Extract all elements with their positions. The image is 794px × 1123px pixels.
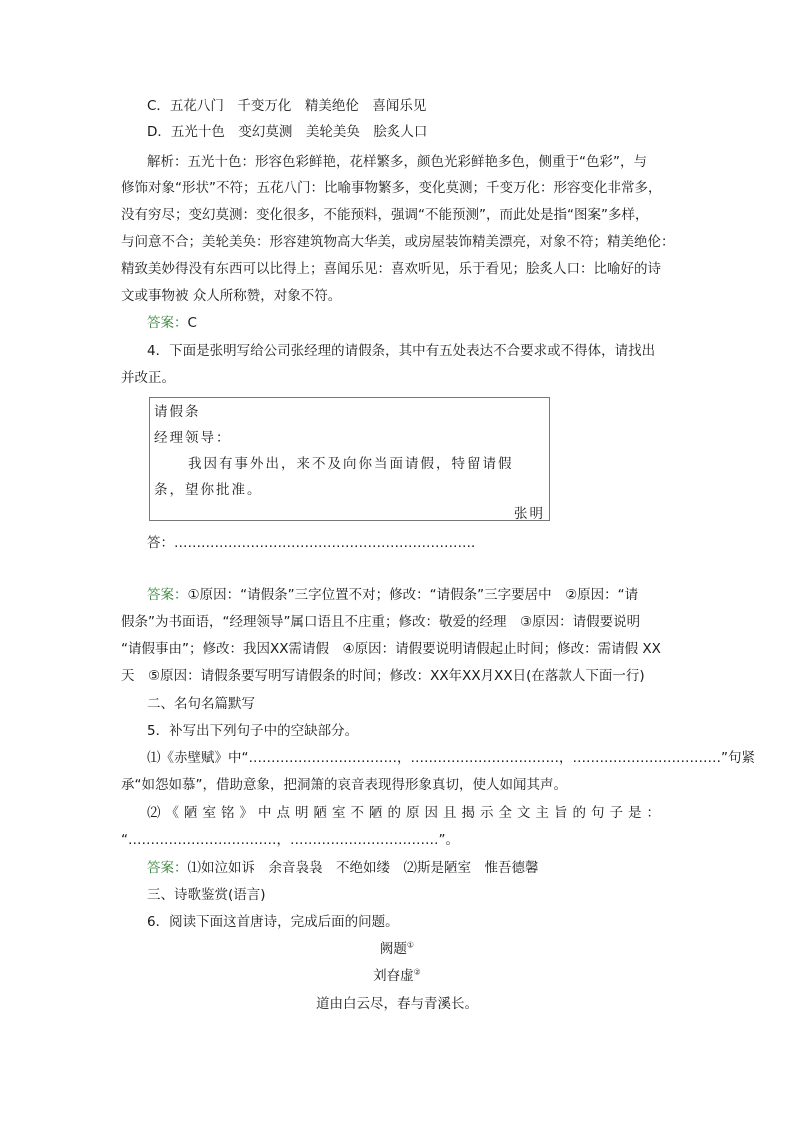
option-d: D．五光十色 变幻莫测 美轮美奂 脍炙人口 bbox=[147, 124, 428, 140]
q5-item-1-b: 承“如怨如慕”，借助意象，把洞箫的哀音表现得形象真切，使人如闻其声。 bbox=[121, 777, 567, 793]
q4-answer-text: ①原因：“请假条”三字位置不对；修改：“请假条”三字要居中 ②原因：“请 bbox=[187, 587, 639, 603]
poem-author-text: 刘昚虚 bbox=[373, 968, 414, 984]
section-3-heading: 三、诗歌鉴赏(语言) bbox=[147, 887, 266, 903]
q4-answer-line-4: 天 ⑤原因：请假条要写明写请假条的时间；修改：XX年XX月XX日(在落款人下面一行) bbox=[121, 668, 645, 684]
q4-answer-line-1 bbox=[147, 585, 638, 605]
analysis-line-4: 与问意不合；美轮美奂：形容建筑物高大华美，或房屋装饰精美漂亮，对象不符；精美绝伦： bbox=[121, 234, 675, 250]
analysis-line-3: 没有穷尽；变幻莫测：变化很多，不能预料，强调“不能预测”，而此处是指“图案”多样， bbox=[121, 207, 649, 223]
q5-answer-text: ⑴如泣如诉 余音袅袅 不绝如缕 ⑵斯是陋室 惟吾德馨 bbox=[187, 860, 539, 876]
poem-title-text: 阙题 bbox=[379, 941, 407, 957]
answer-blank: 答：…………………………………………………………． bbox=[147, 535, 485, 551]
section-2-heading: 二、名句名篇默写 bbox=[147, 696, 255, 712]
q4-answer-line-2: 假条”为书面语，“经理领导”属口语且不庄重；修改：敬爱的经理 ③原因：请假要说明 bbox=[121, 614, 641, 630]
poem-line-1: 道由白云尽，春与青溪长。 bbox=[316, 996, 478, 1012]
answer-label: 答案： bbox=[147, 315, 188, 331]
analysis-line-1: 解析：五光十色：形容色彩鲜艳，花样繁多，颜色光彩鲜艳多色，侧重于“色彩”，与 bbox=[147, 154, 647, 170]
footnote-marker: ① bbox=[406, 940, 415, 950]
footnote-marker: ② bbox=[413, 967, 421, 977]
q5-item-2-a: ⑵《陋室铭》中点明陋室不陋的原因且揭示全文主旨的句子是： bbox=[147, 805, 665, 821]
q4-answer-line-3: “请假事由”；修改：我因XX需请假 ④原因：请假要说明请假起止时间；修改：需请假 XX bbox=[121, 641, 661, 657]
note-body-line-1: 我因有事外出，来不及向你当面请假，特留请假 bbox=[188, 456, 514, 472]
leave-note-box bbox=[149, 397, 550, 521]
analysis-line-6: 文或事物被 众人所称赞，对象不符。 bbox=[121, 288, 342, 304]
option-c: C．五花八门 千变万化 精美绝伦 喜闻乐见 bbox=[147, 98, 427, 114]
answer-label: 答案： bbox=[147, 860, 188, 876]
q5-item-2-b: “……………………………，……………………………”。 bbox=[121, 832, 459, 848]
note-title: 请假条 bbox=[154, 404, 201, 420]
q5-item-1-a: ⑴《赤壁赋》中“……………………………，……………………………，……………………………”句紧 bbox=[147, 750, 755, 766]
note-body-line-2: 条，望你批准。 bbox=[154, 482, 263, 498]
q4-prompt-line-1: 4．下面是张明写给公司张经理的请假条，其中有五处表达不合要求或不得体，请找出 bbox=[147, 343, 656, 359]
poem-title bbox=[0, 939, 794, 959]
q3-answer bbox=[147, 313, 197, 333]
answer-value: C bbox=[187, 315, 197, 331]
analysis-line-2: 修饰对象“形状”不符；五花八门：比喻事物繁多，变化莫测；千变万化：形容变化非常多， bbox=[121, 180, 662, 196]
q5-answer bbox=[147, 858, 539, 878]
poem-author bbox=[0, 966, 794, 986]
q4-prompt-line-2: 并改正。 bbox=[121, 370, 175, 386]
q6-prompt: 6．阅读下面这首唐诗，完成后面的问题。 bbox=[147, 914, 399, 930]
answer-label: 答案： bbox=[147, 587, 188, 603]
note-greeting: 经理领导： bbox=[154, 430, 232, 446]
note-signature: 张明 bbox=[514, 506, 545, 522]
analysis-line-5: 精致美妙得没有东西可以比得上；喜闻乐见：喜欢听见，乐于看见；脍炙人口：比喻好的诗 bbox=[121, 261, 661, 277]
q5-prompt: 5．补写出下列句子中的空缺部分。 bbox=[147, 723, 359, 739]
